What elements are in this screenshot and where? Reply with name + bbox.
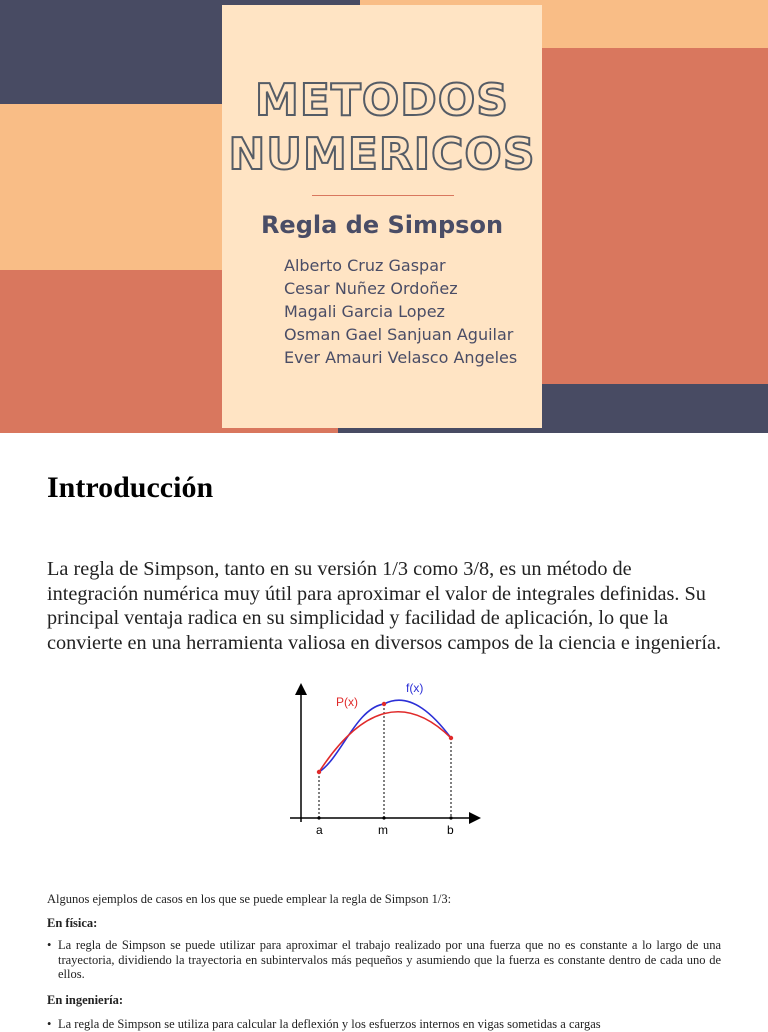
title-line-1: METODOS: [255, 75, 509, 126]
title-line-2: NUMERICOS: [228, 129, 536, 180]
engineering-list: [47, 1017, 721, 1032]
subtitle: Regla de Simpson: [260, 211, 504, 239]
title-card: [222, 5, 542, 428]
point-b: [449, 736, 453, 740]
label-p: P(x): [336, 695, 358, 709]
list-item: • La regla de Simpson se utiliza para calcular la deflexión y los esfuerzos internos en vigas sometidas a cargas: [47, 1017, 721, 1032]
bg-block-coral-right: [540, 48, 768, 384]
f-curve: [319, 700, 451, 772]
author-name: Osman Gael Sanjuan Aguilar: [284, 325, 514, 344]
tick-label-a: a: [316, 823, 323, 837]
examples-lead: Algunos ejemplos de casos en los que se puede emplear la regla de Simpson 1/3:: [47, 892, 452, 906]
cover-banner: [0, 0, 768, 433]
tick-dot-m: [382, 816, 385, 819]
point-a: [317, 770, 321, 774]
tick-dot-a: [317, 816, 320, 819]
author-name: Magali Garcia Lopez: [284, 302, 445, 321]
physics-list: [47, 938, 721, 982]
bg-block-peach-left: [0, 104, 222, 270]
intro-paragraph: La regla de Simpson, tanto en su versión 1/3 como 3/8, es un método de integración numérica muy útil para aproximar el valor de integrales definidas. Su principal ventaja radica en su simplicidad y facilidad de aplicación, lo que la convierte en una herramienta valiosa en diversos campos de la ciencia e ingeniería.: [47, 558, 722, 654]
p-curve: [319, 712, 451, 772]
point-m: [382, 702, 386, 706]
label-f: f(x): [406, 681, 424, 695]
tick-label-b: b: [447, 823, 454, 837]
author-list: [284, 254, 517, 369]
author-name: Cesar Nuñez Ordoñez: [284, 279, 458, 298]
list-item: • La regla de Simpson se puede utilizar para aproximar el trabajo realizado por una fuerza que no es constante a lo largo de una trayectoria, dividiendo la trayectoria en subintervalos más pequeños y asumiendo que la fuerza es constante dentro de cada uno de ellos.: [47, 938, 721, 982]
section-heading: Introducción: [47, 471, 214, 504]
tick-label-m: m: [378, 823, 388, 837]
tick-dot-b: [449, 816, 452, 819]
author-name: Ever Amauri Velasco Angeles: [284, 348, 518, 367]
author-name: Alberto Cruz Gaspar: [284, 256, 446, 275]
document-body: [0, 433, 768, 1031]
simpson-rule-figure: [286, 678, 486, 838]
physics-heading: En física:: [47, 916, 98, 930]
title-divider: [312, 195, 454, 196]
engineering-heading: En ingeniería:: [47, 993, 124, 1007]
